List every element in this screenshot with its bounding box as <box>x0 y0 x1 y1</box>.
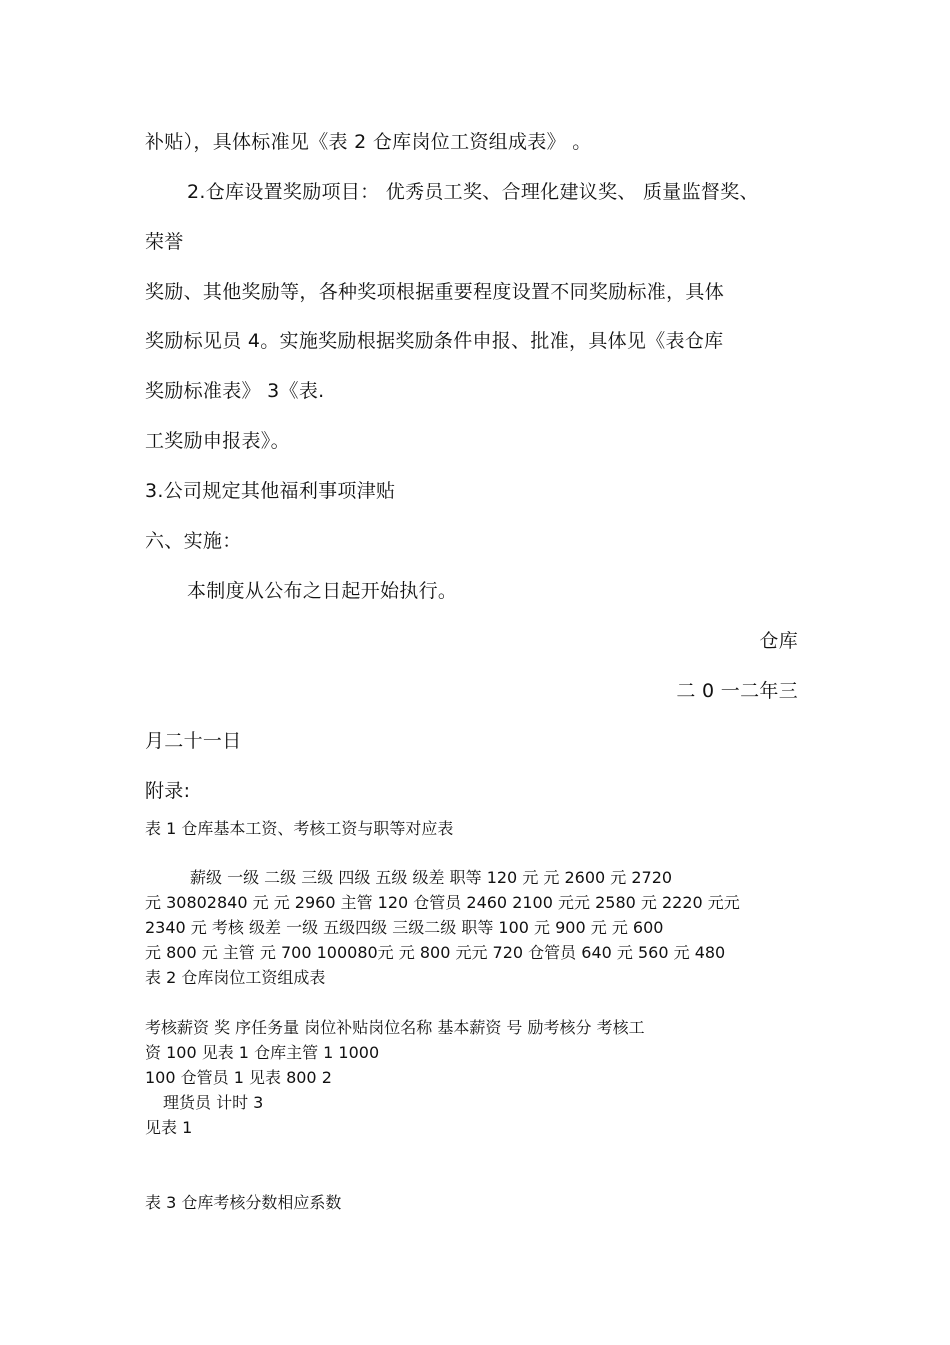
appendix-heading: 附录: <box>145 780 191 802</box>
table1-text-line: 元 30802840 元 元 2960 主管 120 仓管员 2460 2100 元元 2580 元 2220 元元 <box>145 893 740 912</box>
paragraph-line: 本制度从公布之日起开始执行。 <box>187 580 458 602</box>
table1-title: 表 1 仓库基本工资、考核工资与职等对应表 <box>145 819 454 838</box>
section-heading: 六、实施： <box>145 530 242 552</box>
table2-text-line: 理货员 计时 3 <box>163 1093 264 1112</box>
table2-title: 表 2 仓库岗位工资组成表 <box>145 968 326 987</box>
signature-dept: 仓库 <box>759 630 798 652</box>
paragraph-line: 2.仓库设置奖励项目： 优秀员工奖、合理化建议奖、 质量监督奖、 <box>187 181 759 203</box>
table2-text-line: 100 仓管员 1 见表 800 2 <box>145 1068 332 1087</box>
signature-date: 二 0 一二年三 <box>676 680 798 702</box>
paragraph-line: 工奖励申报表》。 <box>145 430 290 452</box>
paragraph-line: 3.公司规定其他福利事项津贴 <box>145 480 396 502</box>
table2-text-line: 资 100 见表 1 仓库主管 1 1000 <box>145 1043 380 1062</box>
table2-text-line: 见表 1 <box>145 1118 193 1137</box>
paragraph-line: 荣誉 <box>145 231 184 253</box>
paragraph-line: 补贴），具体标准见《表 2 仓库岗位工资组成表》 。 <box>145 131 592 153</box>
table1-text-line: 薪级 一级 二级 三级 四级 五级 级差 职等 120 元 元 2600 元 2720 <box>190 868 673 887</box>
table1-text-line: 元 800 元 主管 元 700 100080元 元 800 元元 720 仓管员 640 元 560 元 480 <box>145 943 726 962</box>
table3-title: 表 3 仓库考核分数相应系数 <box>145 1193 342 1212</box>
table2-text-line: 考核薪资 奖 序任务量 岗位补贴岗位名称 基本薪资 号 励考核分 考核工 <box>145 1018 645 1037</box>
table1-text-line: 2340 元 考核 级差 一级 五级四级 三级二级 职等 100 元 900 元 元 600 <box>145 918 664 937</box>
paragraph-line: 奖励、其他奖励等，各种奖项根据重要程度设置不同奖励标准，具体 <box>145 281 725 303</box>
paragraph-line: 奖励标见员 4。实施奖励根据奖励条件申报、批准，具体见《表仓库 <box>145 330 724 352</box>
paragraph-line: 奖励标准表》 3《表. <box>145 380 325 402</box>
signature-date-cont: 月二十一日 <box>145 730 242 752</box>
